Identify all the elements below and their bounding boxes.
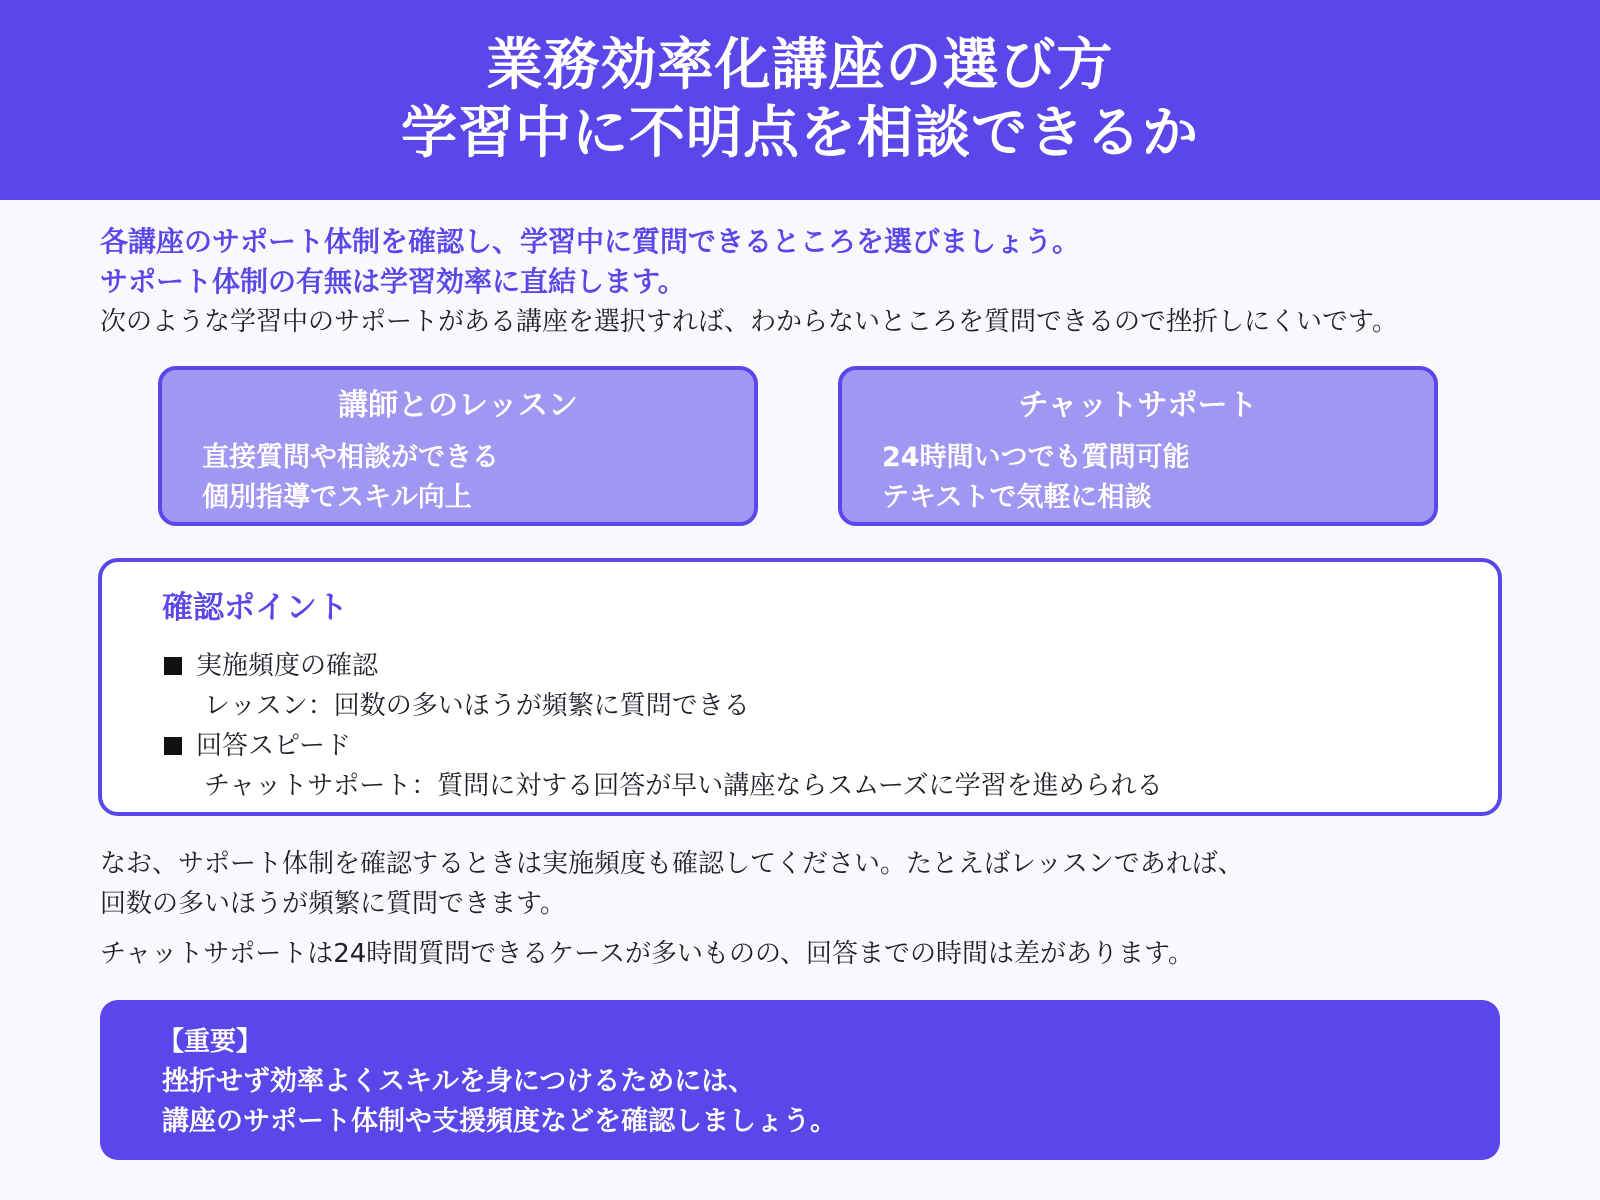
page-header bbox=[0, 0, 1600, 200]
support-card-title: 講師とのレッスン bbox=[338, 388, 578, 423]
intro-lead-line-2: サポート体制の有無は学習効率に直結します。 bbox=[100, 265, 686, 298]
check-point-detail: レッスン：回数の多いほうが頻繁に質問できる bbox=[204, 691, 750, 721]
black-square-bullet-icon bbox=[164, 737, 182, 755]
check-points-list bbox=[164, 646, 1464, 806]
intro-body-text: 次のような学習中のサポートがある講座を選択すれば、わからないところを質問できるので挫折しにくいです。 bbox=[100, 307, 1398, 337]
intro-section bbox=[100, 222, 1540, 342]
support-card-lesson bbox=[158, 366, 758, 526]
notes-section bbox=[100, 844, 1540, 974]
check-points-box bbox=[98, 558, 1502, 816]
check-point-heading-text: 実施頻度の確認 bbox=[196, 651, 379, 681]
support-card-chat bbox=[838, 366, 1438, 526]
check-point-item bbox=[164, 726, 1464, 806]
note-paragraph-1 bbox=[100, 844, 1540, 924]
check-point-heading bbox=[164, 646, 1464, 686]
note-paragraph-2: チャットサポートは24時間質問できるケースが多いものの、回答までの時間は差があります。 bbox=[100, 939, 1194, 969]
intro-lead-line-1: 各講座のサポート体制を確認し、学習中に質問できるところを選びましょう。 bbox=[100, 225, 1081, 258]
support-card-line: 個別指導でスキル向上 bbox=[202, 482, 472, 513]
check-point-heading bbox=[164, 726, 1464, 766]
black-square-bullet-icon bbox=[164, 657, 182, 675]
check-point-detail: チャットサポート：質問に対する回答が早い講座ならスムーズに学習を進められる bbox=[204, 771, 1163, 801]
check-point-item bbox=[164, 646, 1464, 726]
page-title-line-1: 業務効率化講座の選び方 bbox=[486, 33, 1114, 98]
support-card-lines bbox=[842, 438, 1434, 518]
support-card-line: 24時間いつでも質問可能 bbox=[882, 442, 1190, 473]
important-tag: 【重要】 bbox=[158, 1027, 263, 1057]
note-line: なお、サポート体制を確認するときは実施頻度も確認してください。たとえばレッスンであれば、 bbox=[100, 849, 1244, 879]
important-box bbox=[100, 1000, 1500, 1160]
page-title-line-2: 学習中に不明点を相談できるか bbox=[401, 101, 1199, 166]
support-card-lines bbox=[162, 438, 754, 518]
check-points-title: 確認ポイント bbox=[162, 590, 348, 626]
note-line: 回数の多いほうが頻繁に質問できます。 bbox=[100, 889, 566, 919]
support-card-title: チャットサポート bbox=[1018, 388, 1258, 423]
support-card-line: テキストで気軽に相談 bbox=[882, 482, 1152, 513]
support-card-line: 直接質問や相談ができる bbox=[202, 442, 499, 473]
important-line: 挫折せず効率よくスキルを身につけるためには、 bbox=[162, 1066, 756, 1097]
check-point-heading-text: 回答スピード bbox=[196, 731, 351, 761]
important-line: 講座のサポート体制や支援頻度などを確認しましょう。 bbox=[162, 1106, 837, 1137]
